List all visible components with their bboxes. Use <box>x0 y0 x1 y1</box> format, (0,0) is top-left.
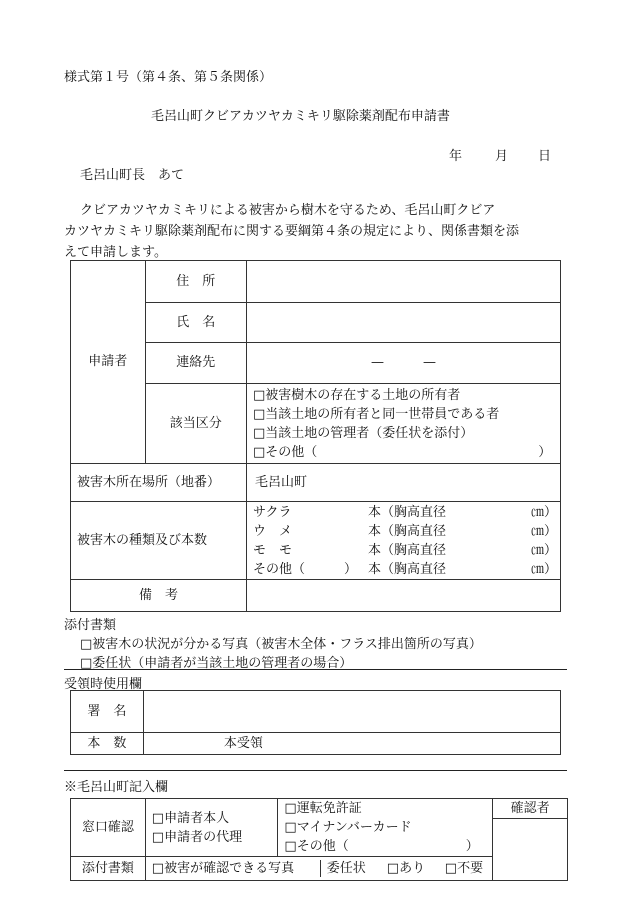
location-label: 被害木所在場所（地番） <box>71 464 247 502</box>
date-month: 月 <box>495 149 509 164</box>
proxy-no[interactable]: □不要 <box>444 860 484 876</box>
signature-field[interactable] <box>143 691 560 733</box>
name-field[interactable] <box>247 303 561 343</box>
signature-label: 署 名 <box>71 691 144 733</box>
attachment-item[interactable]: □被害木の状況が分かる写真（被害木全体・フラス排出箇所の写真） <box>80 637 482 652</box>
attachment-item[interactable]: □委任状（申請者が当該土地の管理者の場合） <box>80 656 353 671</box>
id-options <box>278 799 493 857</box>
divider <box>64 770 567 771</box>
photo-check[interactable]: □被害が確認できる写真 <box>152 860 321 878</box>
category-option[interactable]: □当該土地の所有者と同一世帯員である者 <box>253 406 500 422</box>
tree-row[interactable]: モ モ 本（胸高直径 ㎝） <box>253 542 558 558</box>
remarks-label: 備 考 <box>71 580 247 612</box>
address-field[interactable] <box>247 261 561 303</box>
attachments-heading: 添付書類 <box>64 618 117 633</box>
town-heading: ※毛呂山町記入欄 <box>64 780 169 795</box>
trees-label: 被害木の種類及び本数 <box>71 502 247 580</box>
window-option[interactable]: □申請者の代理 <box>151 829 243 845</box>
tree-row[interactable]: ウ メ 本（胸高直径 ㎝） <box>253 523 558 539</box>
window-options <box>145 799 278 857</box>
body-line: クビアカツヤカミキリによる被害から樹木を守るため、毛呂山町クビア <box>80 203 496 218</box>
divider <box>64 669 567 670</box>
tree-row[interactable]: その他（ ） 本（胸高直径 ㎝） <box>253 561 558 577</box>
count-field[interactable]: 本受領 <box>143 733 560 755</box>
town-table <box>70 798 568 881</box>
location-field[interactable]: 毛呂山町 <box>247 464 561 502</box>
page-title: 毛呂山町クビアカツヤカミキリ駆除薬剤配布申請書 <box>151 109 450 124</box>
name-label: 氏 名 <box>145 303 246 343</box>
id-option[interactable]: □運転免許証 <box>284 801 362 816</box>
trees-list <box>247 502 561 580</box>
id-option[interactable]: □マイナンバーカード <box>284 820 412 835</box>
receipt-heading: 受領時使用欄 <box>64 677 143 692</box>
applicant-label: 申請者 <box>71 261 146 464</box>
count-label: 本 数 <box>71 733 144 755</box>
application-table <box>70 260 561 612</box>
receipt-table <box>70 690 561 755</box>
window-check-label: 窓口確認 <box>71 799 146 857</box>
category-option[interactable]: □その他（ ） <box>253 444 552 460</box>
window-option[interactable]: □申請者本人 <box>151 810 230 826</box>
remarks-field[interactable] <box>247 580 561 612</box>
category-option[interactable]: □当該土地の管理者（委任状を添付） <box>253 425 474 441</box>
category-options <box>247 384 561 464</box>
body-line: えて申請します。 <box>64 245 167 260</box>
body-line: カツヤカミキリ駆除薬剤配布に関する要綱第４条の規定により、関係書類を添 <box>64 224 520 239</box>
attach-check-label: 添付書類 <box>71 857 146 881</box>
addressee: 毛呂山町長 あて <box>80 168 185 183</box>
category-label: 該当区分 <box>145 384 246 464</box>
form-number: 様式第１号（第４条、第５条関係） <box>64 70 273 85</box>
contact-field[interactable]: — — <box>247 343 561 384</box>
confirmer-label: 確認者 <box>493 799 568 819</box>
category-option[interactable]: □被害樹木の存在する土地の所有者 <box>253 387 461 403</box>
id-option[interactable]: □その他（ ） <box>284 839 479 854</box>
contact-label: 連絡先 <box>145 343 246 384</box>
tree-row[interactable]: サクラ 本（胸高直径 ㎝） <box>253 504 558 520</box>
attach-check-options <box>145 857 492 881</box>
body-text <box>64 200 519 263</box>
date-year: 年 <box>449 149 463 164</box>
address-label: 住 所 <box>145 261 246 303</box>
proxy-yes[interactable]: □あり <box>386 860 426 876</box>
proxy-label: 委任状 <box>326 860 366 876</box>
date-day: 日 <box>538 149 552 164</box>
confirmer-field[interactable] <box>493 819 568 881</box>
